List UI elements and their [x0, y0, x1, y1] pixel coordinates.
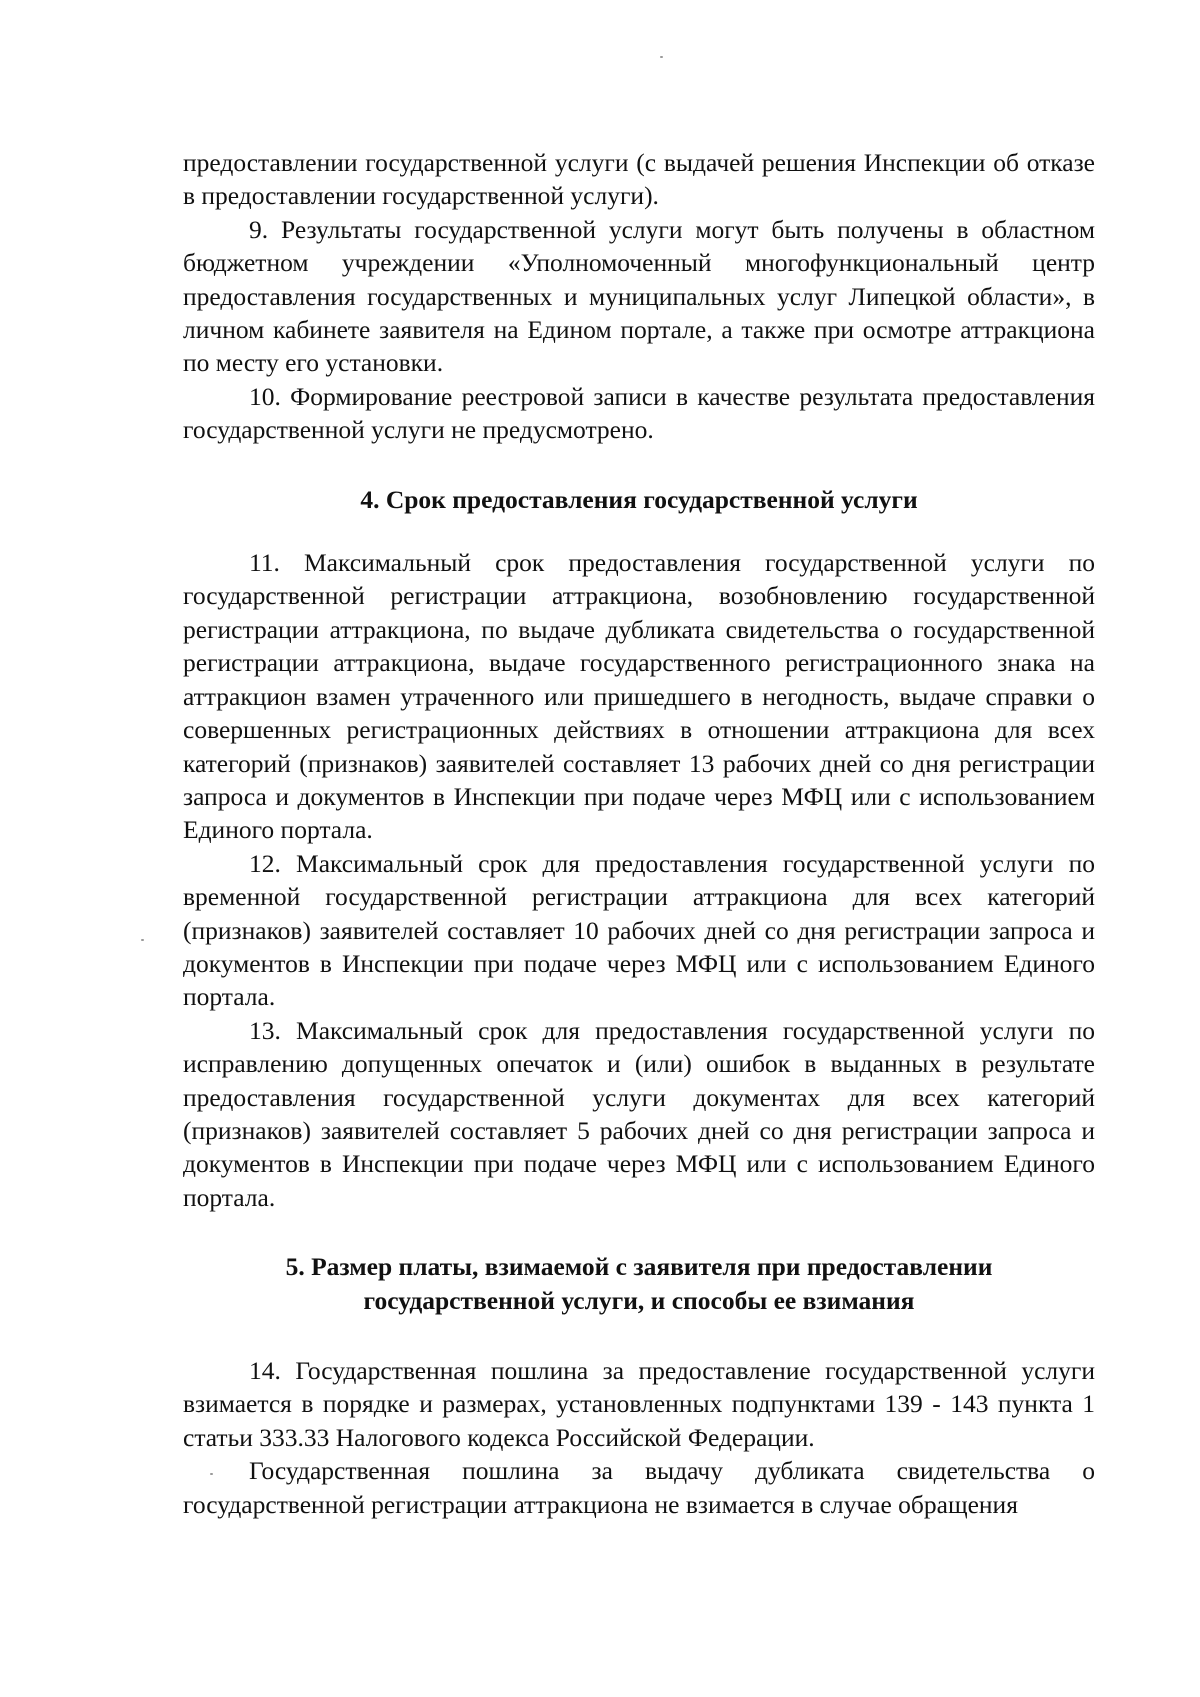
paragraph-item-11: 11. Максимальный срок предоставления государственной услуги по государственной регистрации аттракциона, возобновлению государственной регистрации аттракциона, по выдаче дубликата свидетельства о государственной регистрации аттракциона, выдаче государственного регистрационного знака на аттракцион взамен утраченного или пришедшего в негодность, выдаче справки о совершенных регистрационных действиях в отношении аттракциона для всех категорий (признаков) заявителей составляет 13 рабочих дней со дня регистрации запроса и документов в Инспекции при подаче через МФЦ или с использованием Единого портала. — [183, 548, 1095, 845]
paragraph-continuation: предоставлении государственной услуги (с выдачей решения Инспекции об отказе в предоставлении государственной услуги). — [183, 148, 1095, 211]
scan-speck — [660, 56, 663, 58]
paragraph-item-9: 9. Результаты государственной услуги могут быть получены в областном бюджетном учреждении «Уполномоченный многофункциональный центр предоставления государственных и муниципальных услуг Липецкой области», в личном кабинете заявителя на Едином портале, а также при осмотре аттракциона по месту его установки. — [183, 214, 1095, 378]
paragraph-item-13: 13. Максимальный срок для предоставления государственной услуги по исправлению допущенных опечаток и (или) ошибок в выданных в результате предоставления государственной услуги документах для всех категорий (признаков) заявителей составляет 5 рабочих дней со дня регистрации запроса и документов в Инспекции при подаче через МФЦ или с использованием Единого портала. — [183, 1015, 1095, 1212]
section-5-heading-line-1: 5. Размер платы, взимаемой с заявителя при предоставлении — [285, 1252, 993, 1282]
document-body — [183, 146, 1095, 1521]
scan-speck — [141, 939, 144, 941]
section-5-heading-line-2: государственной услуги, и способы ее взимания — [363, 1285, 915, 1315]
paragraph-item-14: 14. Государственная пошлина за предоставление государственной услуги взимается в порядке и размерах, установленных подпунктами 139 - 143 пункта 1 статьи 333.33 Налогового кодекса Российской Федерации. — [183, 1356, 1095, 1452]
section-4-heading: 4. Срок предоставления государственной услуги — [360, 484, 918, 514]
paragraph-item-14-continuation: Государственная пошлина за выдачу дубликата свидетельства о государственной регистрации аттракциона не взимается в случае обращения — [183, 1456, 1095, 1519]
paragraph-item-10: 10. Формирование реестровой записи в качестве результата предоставления государственной услуги не предусмотрено. — [183, 381, 1095, 445]
paragraph-item-12: 12. Максимальный срок для предоставления государственной услуги по временной государственной регистрации аттракциона для всех категорий (признаков) заявителей составляет 10 рабочих дней со дня регистрации запроса и документов в Инспекции при подаче через МФЦ или с использованием Единого портала. — [183, 848, 1095, 1012]
section-5-heading — [183, 1250, 1095, 1317]
